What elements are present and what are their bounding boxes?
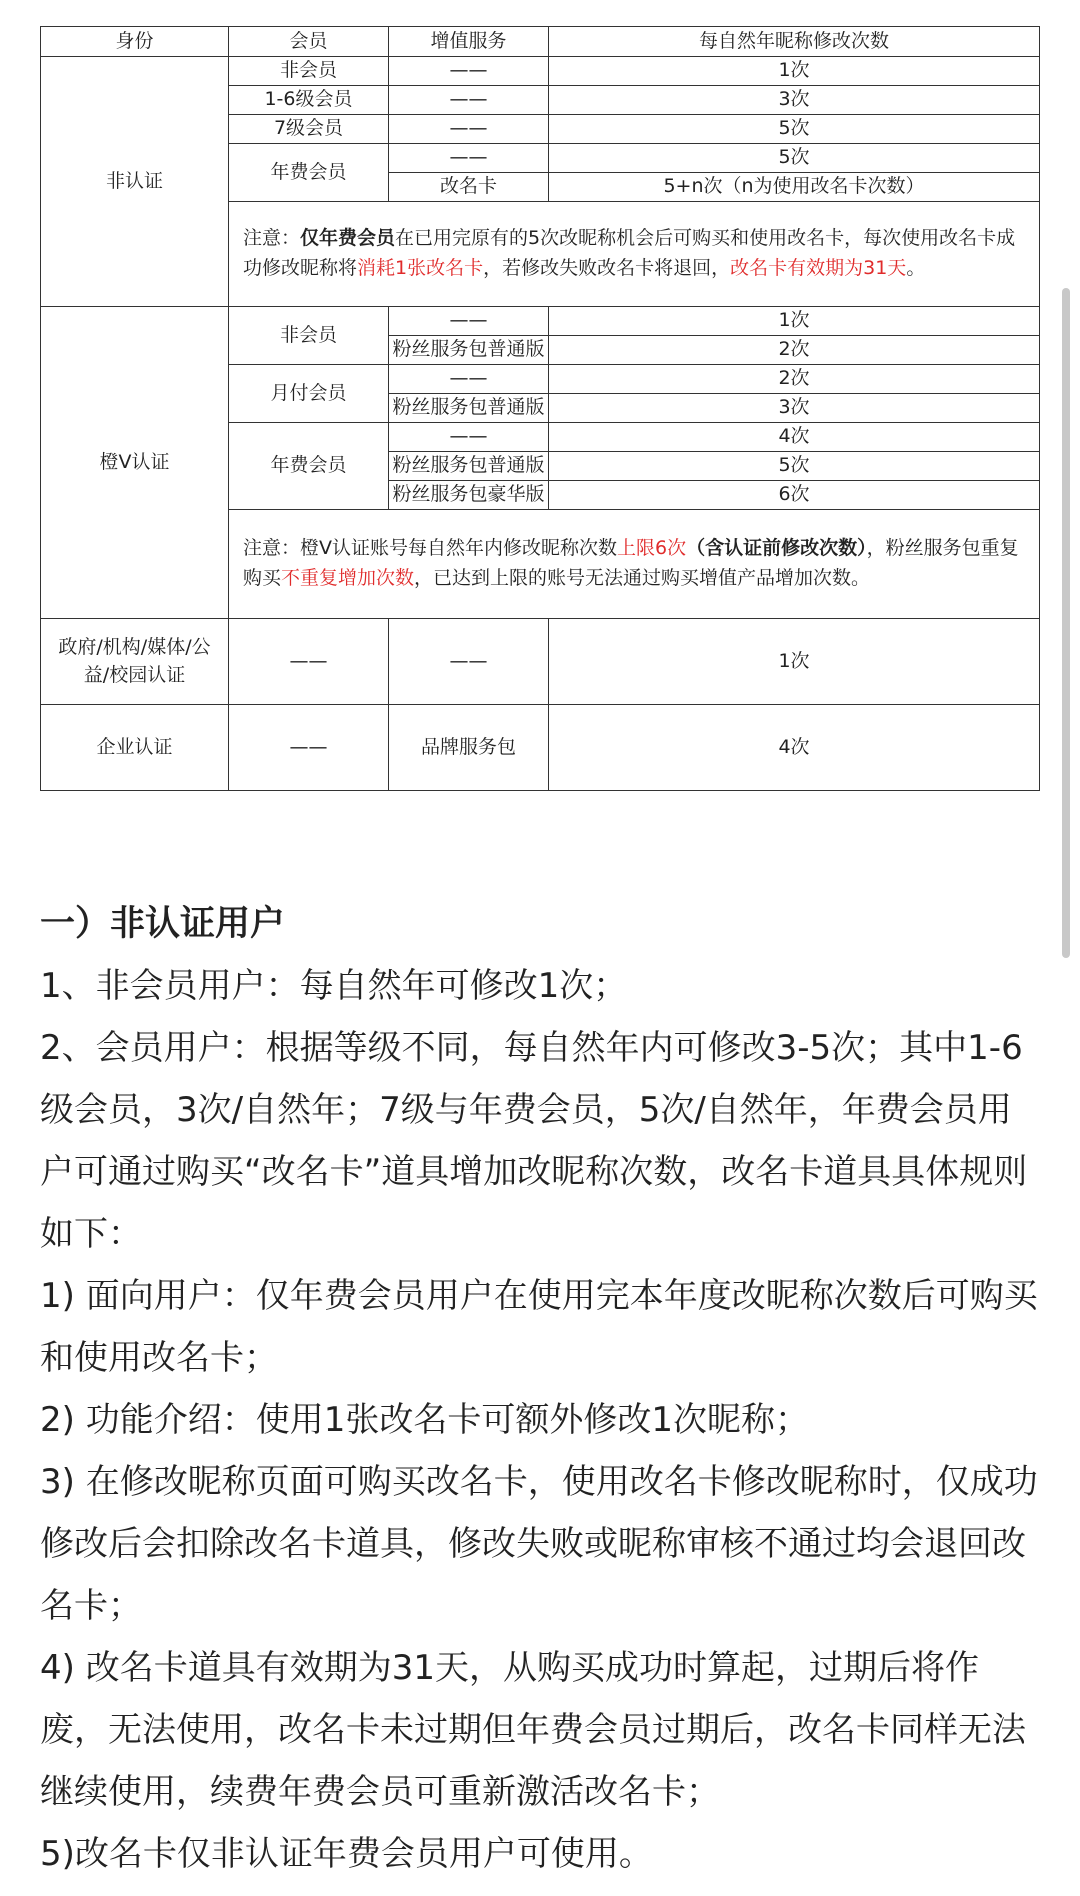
service-cell: ——: [389, 115, 549, 144]
note-highlight: 消耗1张改名卡: [357, 257, 484, 279]
note-text: 。: [906, 257, 926, 279]
header-identity: 身份: [41, 27, 229, 57]
table-row: [41, 307, 1040, 336]
member-cell: 7级会员: [229, 115, 389, 144]
note-text: ，已达到上限的账号无法通过购买增值产品增加次数。: [414, 567, 871, 589]
service-cell: 品牌服务包: [389, 705, 549, 791]
note-text: ，粉丝服务包重复购买: [243, 536, 1019, 589]
table-header-row: [41, 27, 1040, 57]
header-member: 会员: [229, 27, 389, 57]
service-cell: ——: [389, 144, 549, 173]
paragraph: 1) 面向用户：仅年费会员用户在使用完本年度改昵称次数后可购买和使用改名卡；: [40, 1276, 1038, 1378]
service-cell: 粉丝服务包普通版: [389, 336, 549, 365]
orangev-note: [229, 510, 1040, 619]
table-row: [41, 705, 1040, 791]
service-cell: ——: [389, 619, 549, 705]
count-cell: 4次: [549, 705, 1040, 791]
count-cell: 1次: [549, 307, 1040, 336]
count-cell: 6次: [549, 481, 1040, 510]
header-service: 增值服务: [389, 27, 549, 57]
note-highlight: 不重复增加次数: [281, 567, 415, 589]
count-cell: 5+n次（n为使用改名卡次数）: [549, 173, 1040, 202]
identity-gov: 政府/机构/媒体/公益/校园认证: [41, 619, 229, 705]
paragraph: 2、会员用户：根据等级不同，每自然年内可修改3-5次；其中1-6级会员，3次/自然年；7级与年费会员，5次/自然年，年费会员用户可通过购买“改名卡”道具增加改昵称次数，改名卡道具具体规则如下：: [40, 1028, 1028, 1254]
member-cell: 非会员: [229, 57, 389, 86]
identity-orangev: 橙V认证: [41, 307, 229, 619]
header-count: 每自然年昵称修改次数: [549, 27, 1040, 57]
service-cell: ——: [389, 86, 549, 115]
count-cell: 1次: [549, 57, 1040, 86]
identity-nonverified: 非认证: [41, 57, 229, 307]
service-cell: ——: [389, 307, 549, 336]
service-cell: ——: [389, 57, 549, 86]
service-cell: 粉丝服务包普通版: [389, 452, 549, 481]
member-cell: ——: [229, 705, 389, 791]
paragraph: 1、非会员用户：每自然年可修改1次；: [40, 966, 628, 1006]
note-bold: （含认证前修改次数）: [686, 536, 867, 559]
member-cell: 月付会员: [229, 365, 389, 423]
member-cell: ——: [229, 619, 389, 705]
article-body: [40, 893, 1040, 1885]
count-cell: 2次: [549, 365, 1040, 394]
note-text: 在已用完原有的5次改昵称机会后可购买和使用改名卡，每次使用改名卡成功修改昵称将: [243, 226, 1016, 279]
count-cell: 5次: [549, 452, 1040, 481]
paragraph: 4) 改名卡道具有效期为31天，从购买成功时算起，过期后将作废，无法使用，改名卡未过期但年费会员过期后，改名卡同样无法继续使用，续费年费会员可重新激活改名卡；: [40, 1648, 1026, 1812]
service-cell: ——: [389, 365, 549, 394]
table-row: [41, 619, 1040, 705]
note-highlight: 改名卡有效期为31天: [730, 257, 907, 279]
note-text: ，若修改失败改名卡将退回，: [483, 257, 731, 279]
paragraph: 3) 在修改昵称页面可购买改名卡，使用改名卡修改昵称时，仅成功修改后会扣除改名卡道具，修改失败或昵称审核不通过均会退回改名卡；: [40, 1462, 1038, 1626]
count-cell: 5次: [549, 144, 1040, 173]
member-cell: 非会员: [229, 307, 389, 365]
note-prefix: 注意：橙V认证账号每自然年内修改昵称次数: [243, 536, 617, 559]
paragraph: 5)改名卡仅非认证年费会员用户可使用。: [40, 1834, 653, 1874]
note-prefix: 注意：: [243, 226, 301, 249]
identity-enterprise: 企业认证: [41, 705, 229, 791]
table-row: [41, 57, 1040, 86]
nonverified-note: [229, 202, 1040, 307]
section-heading: 一）非认证用户: [40, 904, 286, 944]
count-cell: 3次: [549, 394, 1040, 423]
nickname-rules-table: [40, 26, 1040, 791]
count-cell: 5次: [549, 115, 1040, 144]
member-cell: 1-6级会员: [229, 86, 389, 115]
service-cell: 粉丝服务包普通版: [389, 394, 549, 423]
member-cell: 年费会员: [229, 144, 389, 202]
note-highlight: 上限6次: [617, 536, 687, 559]
count-cell: 1次: [549, 619, 1040, 705]
paragraph: 2) 功能介绍：使用1张改名卡可额外修改1次昵称；: [40, 1400, 809, 1440]
service-cell: 粉丝服务包豪华版: [389, 481, 549, 510]
count-cell: 2次: [549, 336, 1040, 365]
service-cell: 改名卡: [389, 173, 549, 202]
count-cell: 4次: [549, 423, 1040, 452]
member-cell: 年费会员: [229, 423, 389, 510]
scrollbar[interactable]: [1062, 288, 1070, 958]
service-cell: ——: [389, 423, 549, 452]
count-cell: 3次: [549, 86, 1040, 115]
note-bold: 仅年费会员: [300, 226, 396, 249]
